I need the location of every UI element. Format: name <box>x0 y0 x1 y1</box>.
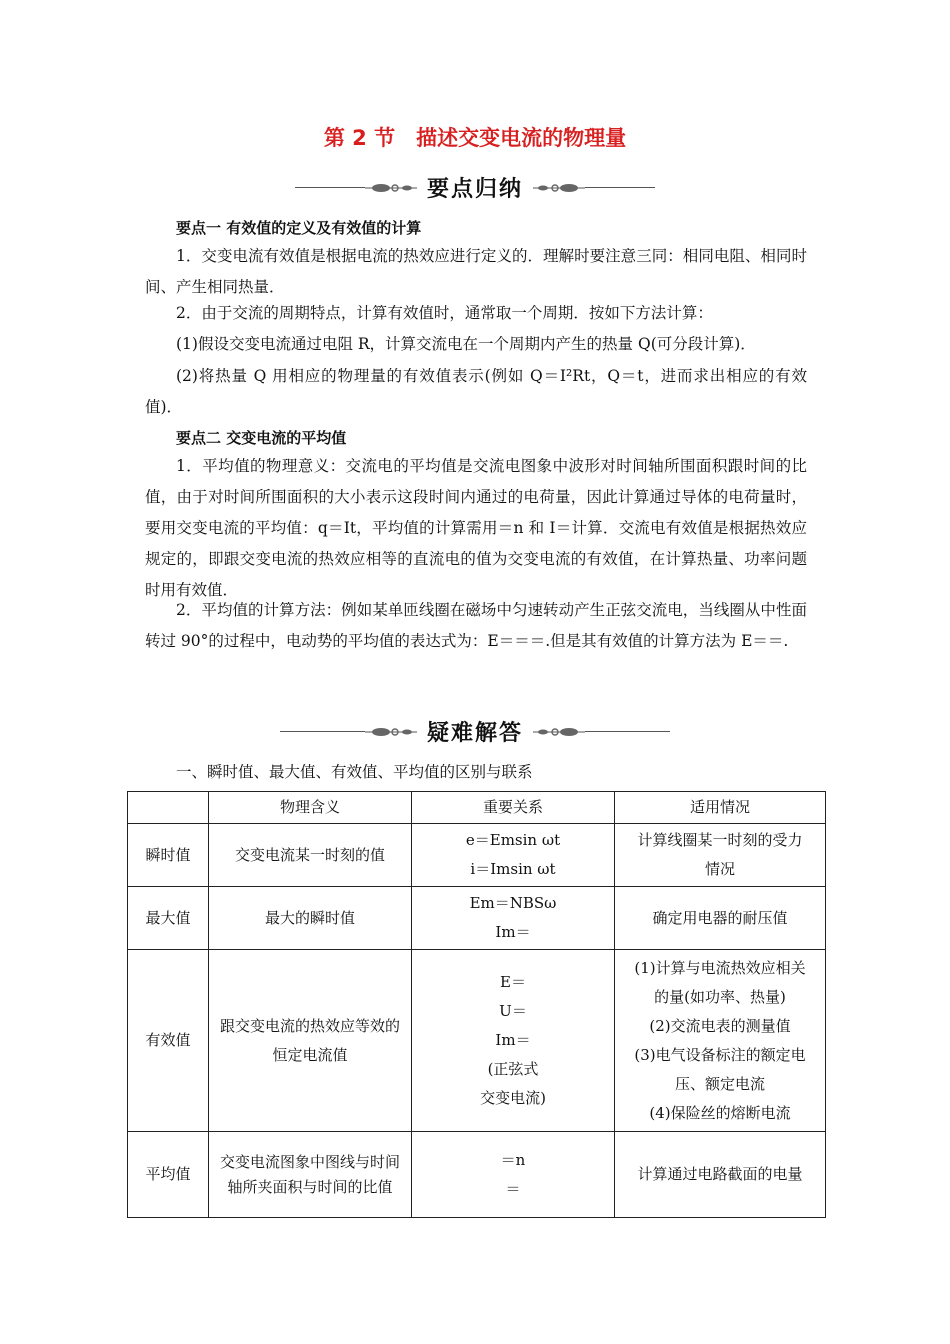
table-header: 物理含义 <box>209 792 412 824</box>
row-name: 有效值 <box>128 950 209 1132</box>
table-header: 重要关系 <box>412 792 615 824</box>
comparison-table <box>127 791 826 1218</box>
table-intro: 一、瞬时值、最大值、有效值、平均值的区别与联系 <box>176 763 533 781</box>
row-meaning: 跟交变电流的热效应等效的恒定电流值 <box>209 950 412 1132</box>
section1-heading: 要点一 有效值的定义及有效值的计算 <box>176 219 422 237</box>
table-header-row <box>128 792 826 824</box>
row-name: 平均值 <box>128 1132 209 1218</box>
row-name: 瞬时值 <box>128 824 209 887</box>
ornament-icon <box>533 726 585 738</box>
row-meaning: 交变电流某一时刻的值 <box>209 824 412 887</box>
row-usage: 计算通过电路截面的电量 <box>615 1132 826 1218</box>
page-title: 第 2 节 描述交变电流的物理量 <box>323 126 627 150</box>
section1-paragraph-4: (2)将热量 Q 用相应的物理量的有效值表示(例如 Q＝I²Rt，Q＝t，进而求出相应的有效值)． <box>145 367 807 416</box>
table-row <box>128 887 826 950</box>
table-row <box>128 1132 826 1218</box>
row-usage: 确定用电器的耐压值 <box>615 887 826 950</box>
row-name: 最大值 <box>128 887 209 950</box>
table-row <box>128 950 826 1132</box>
table-header: 适用情况 <box>615 792 826 824</box>
section1-paragraph-1: 1．交变电流有效值是根据电流的热效应进行定义的．理解时要注意三同：相同电阻、相同时间、产生相同热量． <box>145 247 807 296</box>
row-relation: E＝ U＝ Im＝ (正弦式 交变电流) <box>412 950 615 1132</box>
ornament-icon <box>533 182 585 194</box>
row-meaning: 最大的瞬时值 <box>209 887 412 950</box>
table-header <box>128 792 209 824</box>
table-row <box>128 824 826 887</box>
row-relation: Em＝NBSω Im＝ <box>412 887 615 950</box>
row-relation: ＝n ＝ <box>412 1132 615 1218</box>
section2-heading: 要点二 交变电流的平均值 <box>176 429 347 447</box>
section1-paragraph-3: (1)假设交变电流通过电阻 R，计算交流电在一个周期内产生的热量 Q(可分段计算)． <box>176 335 756 353</box>
row-usage: 计算线圈某一时刻的受力 情况 <box>615 824 826 887</box>
banner-key-points <box>0 172 950 203</box>
row-meaning: 交变电流图象中图线与时间轴所夹面积与时间的比值 <box>209 1132 412 1218</box>
section2-paragraph-1: 1．平均值的物理意义：交流电的平均值是交流电图象中波形对时间轴所围面积跟时间的比值，由于对时间所围面积的大小表示这段时间内通过的电荷量，因此计算通过导体的电荷量时，要用交变电流的平均值：q＝It，平均值的计算需用＝n 和 I＝计算．交流电有效值是根据热效应规定的，即跟交变电流的热效应相等的直流电的值为交变电流的有效值，在计算热量、功率问题时用有效值． <box>145 457 807 599</box>
banner-title: 疑难解答 <box>426 721 523 746</box>
section2-paragraph-2: 2．平均值的计算方法：例如某单匝线圈在磁场中匀速转动产生正弦交流电，当线圈从中性面转过 90°的过程中，电动势的平均值的表达式为：E＝＝＝.但是其有效值的计算方法为 E＝＝. <box>145 601 807 650</box>
section1-paragraph-2: 2．由于交流的周期特点，计算有效值时，通常取一个周期．按如下方法计算： <box>176 304 713 322</box>
row-usage: (1)计算与电流热效应相关 的量(如功率、热量) (2)交流电表的测量值 (3)电气设备标注的额定电 压、额定电流 (4)保险丝的熔断电流 <box>615 950 826 1132</box>
banner-title: 要点归纳 <box>426 177 523 202</box>
banner-difficulties <box>0 716 950 747</box>
row-relation: e＝Emsin ωt i＝Imsin ωt <box>412 824 615 887</box>
ornament-icon <box>365 182 417 194</box>
ornament-icon <box>365 726 417 738</box>
